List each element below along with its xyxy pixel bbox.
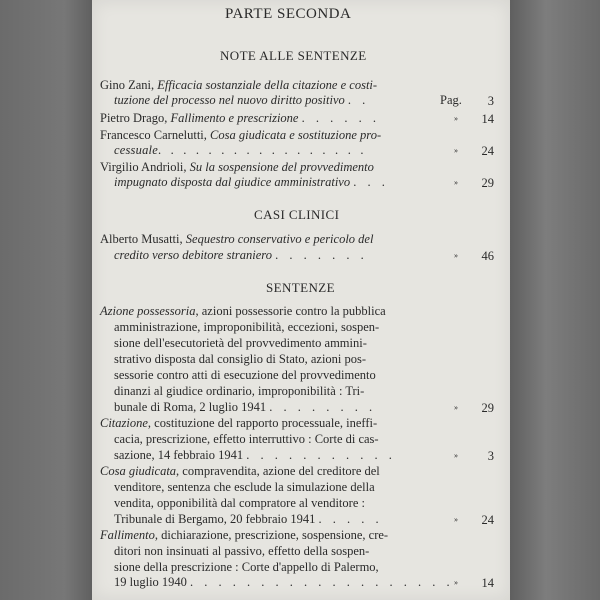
note-entry-3-mark: » — [454, 146, 458, 155]
sentenza-2-line-2: cacia, prescrizione, effetto interruttivo : Corte di cas- — [114, 432, 379, 446]
note-entry-3-line-2: cessuale. . . . . . . . . . . . . . . . . — [114, 143, 367, 157]
book-left-edge — [0, 0, 92, 600]
heading-casi-clinici: CASI CLINICI — [254, 207, 340, 222]
book-page — [92, 0, 510, 600]
sentenza-3-line-4: Tribunale di Bergamo, 20 febbraio 1941 . . . . . — [114, 512, 383, 526]
sentenza-2-line-3: sazione, 14 febbraio 1941 . . . . . . . . . . . — [114, 448, 396, 462]
sentenza-1-line-3: sione dell'esecutorietà del provvedimento ammini- — [114, 336, 367, 350]
note-entry-1-line-2: tuzione del processo nel nuovo diritto positivo . . — [114, 93, 370, 107]
sentenza-3-mark: » — [454, 515, 458, 524]
casi-entry-mark: » — [454, 251, 458, 260]
book-right-edge — [510, 0, 600, 600]
note-entry-4-page: 29 — [481, 176, 494, 190]
sentenza-2-line-1: Citazione, costituzione del rapporto processuale, ineffi- — [100, 416, 378, 430]
note-entry-2-mark: » — [454, 114, 458, 123]
note-entry-2-line-1: Pietro Drago, Fallimento e prescrizione . . . . . . — [100, 111, 380, 125]
sentenza-1-line-2: amministrazione, improponibilità, eccezioni, sospen- — [114, 320, 380, 334]
note-entry-4-line-2: impugnato disposta dal giudice amministrativo . . . — [114, 175, 389, 189]
sentenza-1-line-5: sessorie contro atti di esecuzione del provvedimento — [114, 368, 376, 382]
note-entry-4-line-1: Virgilio Andrioli, Su la sospensione del provvedimento — [100, 160, 374, 174]
sentenza-2-mark: » — [454, 451, 458, 460]
sentenza-1-line-7: bunale di Roma, 2 luglio 1941 . . . . . . . . — [114, 400, 377, 414]
sentenza-3-line-1: Cosa giudicata, compravendita, azione del creditore del — [100, 464, 380, 478]
casi-entry-line-1: Alberto Musatti, Sequestro conservativo e pericolo del — [100, 232, 374, 246]
casi-entry-line-2: credito verso debitore straniero . . . . . . . — [114, 248, 368, 262]
note-entry-1-page: 3 — [487, 94, 494, 108]
sentenza-1-line-1: Azione possessoria, azioni possessorie contro la pubblica — [100, 304, 386, 318]
sentenza-2-page: 3 — [487, 449, 494, 463]
sentenza-4-page: 14 — [481, 576, 494, 590]
sentenza-1-line-6: dinanzi al giudice ordinario, improponibilità : Tri- — [114, 384, 365, 398]
sentenza-1-mark: » — [454, 403, 458, 412]
sentenza-4-line-4: 19 luglio 1940 . . . . . . . . . . . . . . . . . . . — [114, 575, 454, 589]
sentenza-4-line-3: sione della prescrizione : Corte d'appello di Palermo, — [114, 560, 379, 574]
note-entry-2-page: 14 — [481, 112, 494, 126]
note-entry-1-pag: Pag. — [440, 93, 462, 107]
note-entry-3-line-1: Francesco Carnelutti, Cosa giudicata e sostituzione pro- — [100, 128, 382, 142]
sentenza-4-line-2: ditori non insinuati al passivo, effetto della sospen- — [114, 544, 370, 558]
note-entry-4-mark: » — [454, 178, 458, 187]
note-entry-3-page: 24 — [481, 144, 494, 158]
note-entry-1-line-1: Gino Zani, Efficacia sostanziale della citazione e costi- — [100, 78, 378, 92]
sentenza-3-page: 24 — [481, 513, 494, 527]
sentenza-3-line-3: vendita, opponibilità dal compratore al venditore : — [114, 496, 365, 510]
sentenza-1-line-4: strativo disposta dal consiglio di Stato, azioni pos- — [114, 352, 367, 366]
part-title: PARTE SECONDA — [225, 6, 352, 22]
heading-note: NOTE ALLE SENTENZE — [220, 48, 367, 63]
sentenza-4-mark: » — [454, 578, 458, 587]
heading-sentenze: SENTENZE — [266, 280, 335, 295]
sentenza-4-line-1: Fallimento, dichiarazione, prescrizione, sospensione, cre- — [100, 528, 389, 542]
casi-entry-page: 46 — [481, 249, 494, 263]
sentenza-1-page: 29 — [481, 401, 494, 415]
sentenza-3-line-2: venditore, sentenza che esclude la simulazione della — [114, 480, 375, 494]
